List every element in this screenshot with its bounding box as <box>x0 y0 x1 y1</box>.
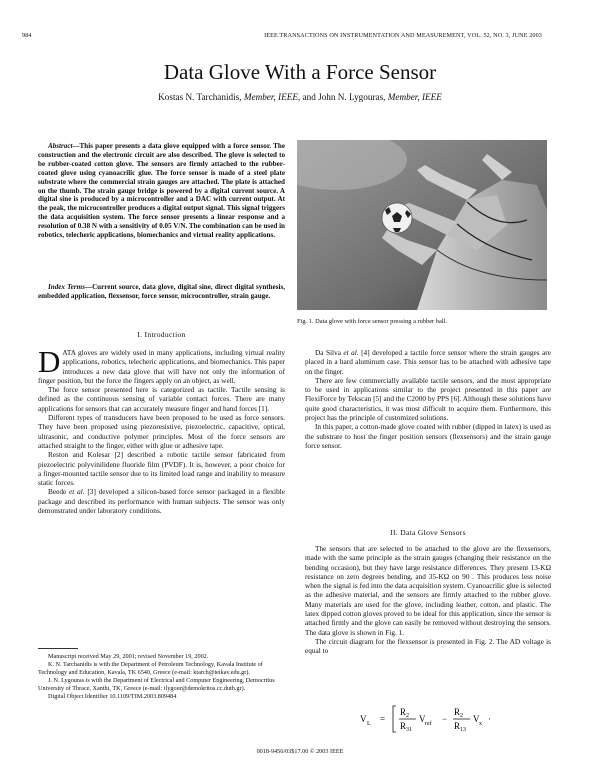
drop-cap: D <box>38 344 61 379</box>
eq-lhs-sub: L <box>367 721 371 727</box>
index-terms-text: Current source, data glove, digital sine, direct digital synthesis, embedded application, flexsensor, force sensor, microcontroller, strain gauge. <box>38 283 285 300</box>
footnote-doi: Digital Object Identifier 10.1109/TIM.2003.809484 <box>48 692 177 700</box>
index-terms <box>38 283 285 301</box>
paper-title: Data Glove With a Force Sensor <box>163 60 437 84</box>
section-2-heading: II. Data Glove Sensors <box>390 528 466 537</box>
eq-v1-sub: ref <box>425 721 432 727</box>
figure-1-caption: Fig. 1. Data glove with force sensor pressing a rubber ball. <box>297 318 447 325</box>
author-1: Kostas N. Tarchanidis, <box>158 92 244 102</box>
eq-n1: R <box>400 707 407 717</box>
r1-text-c: [4] developed a tactile force sensor where the strain gauges are placed in a hard aluminum case. This sensor has to be attached with adhesive tape on the finger. <box>305 348 551 376</box>
sensors-paragraph-2: The circuit diagram for the flexsensor is presented in Fig. 2. The AD voltage is equal to <box>305 636 551 656</box>
eq-v1: V <box>419 714 426 724</box>
eq-d2-sub: 13 <box>460 727 466 733</box>
footnotes <box>38 653 285 700</box>
eq-lhs: V <box>360 714 367 724</box>
abstract-label: Abstract— <box>48 142 80 150</box>
p5-text-a: Beede <box>48 487 70 497</box>
intro-paragraph-2: The force sensor presented here is categorized as tactile. Tactile sensing is defined as the continuous sensing of variable contact forces. There are many applications for sensors that can accurately measure finger and hand forces [1]. <box>38 385 285 413</box>
right-column-section-2 <box>305 544 551 656</box>
eq-equals: = <box>380 714 386 724</box>
eq-minus: − <box>442 714 448 724</box>
author-2-role: Member, IEEE <box>387 92 442 102</box>
p5-etal: et al. <box>69 487 85 497</box>
abstract <box>38 142 285 240</box>
p5-text-c: [3] developed a silicon-based force sensor packaged in a flexible package and described its performance with human subjects. The sensor was only demonstrated under laboratory conditions. <box>38 487 286 516</box>
intro-paragraph-3: Different types of transducers have been proposed to be used as force sensors. They have been proposed using piezoresistive, piezoelectric, capacitive, optical, ultrasonic, and conductive polymer principles. Most of the force sensors are attached straight to the finger, either with glue or adhesive tape. <box>38 413 285 450</box>
eq-n1-sub: 2 <box>406 713 409 719</box>
footnote-author-2: J. N. Lygouras is with the Department of Electrical and Computer Engineering, Democritus University of Thrace, Xanthi, TK, Greece (e-mail: ilygour@demokritos.cc.duth.gr). <box>38 676 275 692</box>
intro-paragraph-1: ATA gloves are widely used in many applications, including virtual reality applications, robotics, telecheric applications, and biomechanics. This paper introduces a new data glove that will have not only the information of finger position, but the force the fingers apply on an object, as well. <box>38 348 285 385</box>
intro-paragraph-5 <box>38 487 285 515</box>
page-number: 984 <box>22 32 32 39</box>
sensors-paragraph-1: The sensors that are selected to be attached to the glove are the flexsensors, made with the same principle as the strain gauges (changing their resistance on the bending occasion), but they have large resistance differences. They present 13-KΩ resistance on zero degrees bending, and 35-KΩ on 90 . This produces less noise when the signal is fed into the data acquisition system. Cyanoacrilic glue is selected as the adhesive material, and the sensors are firmly attached to the rubber glove. Many materials are used for the glove, including leather, cotton, and plastic. The latex dipped cotton gloves proved to be ideal for this application, since the sensor is attached firmly and the glove can easily be removed without destroying the sensors. The data glove is shown in Fig. 1. <box>305 544 551 637</box>
abstract-text: This paper presents a data glove equipped with a force sensor. The construction and the electronic circuit are also described. The glove is selected to be rubber-coated cotton glove. The sensors are firmly attached to the rubber-coated glove using cyanoacrilic glue. The force sensor is made of a steel plate substrate where the commercial strain gauges are attached. The plate is attached on the thumb. The strain gauge bridge is powered by a digital current source. A digital sine is produced by a microcontroller and a DAC with current output. At the peak, the microcontroller produces a digital output signal. This signal triggers the data acquisition system. The force sensor presents a linear response and a resolution of 0.38 N with a sensitivity of 0.05 V/N. The combination can be used in robotics, telecheric applications, biomechanics and virtual reality applications. <box>38 142 285 240</box>
footnote-rule <box>38 648 78 649</box>
eq-d1-sub: 31 <box>406 727 412 733</box>
footnote-author-1: K. N. Tarchanidis is with the Department of Petroleum Technology, Kavala Institute of Technology and Education, Kavala, TK 6540, Greece (e-mail: ktarch@teikav.edu.gr). <box>38 660 263 676</box>
index-terms-label: Index Terms— <box>48 283 93 291</box>
eq-v2: V <box>473 714 480 724</box>
figure-1-photo <box>297 140 547 310</box>
eq-tail: · <box>488 714 491 724</box>
right-column-intro <box>305 348 551 450</box>
intro-paragraph-8: In this paper, a cotton-made glove coated with rubber (dipped in latex) is used as the substrate to host the finger position sensors (flexsensors) and the strain gauge force sensor. <box>305 422 551 450</box>
copyright-footer: 0018-9456/03$17.00 © 2003 IEEE <box>256 748 344 755</box>
left-column-body <box>38 344 286 516</box>
author-line <box>0 92 600 102</box>
eq-v2-sub: x <box>479 721 482 727</box>
eq-n2: R <box>454 707 461 717</box>
footnote-received: Manuscript received May 29, 2001; revised November 19, 2002. <box>48 653 209 660</box>
eq-n2-sub: 2 <box>460 713 463 719</box>
intro-paragraph-4: Reston and Kolesar [2] described a robotic tactile sensor fabricated from piezoelectric polyvinilidene fluoride film (PVDF). It is, however, a poor choice for a finger-mounted tactile sensor due to its limited load range and inability to measure static forces. <box>38 450 285 488</box>
section-1-heading: I. Introduction <box>137 330 186 339</box>
intro-paragraph-7: There are few commercially available tactile sensors, and the most appropriate to be used in applications similar to the project presented in this paper are FlexiForce by Tekscan [5] and the C2000 by PPS [6]. Although these solutions have quite good characteristics, it was most difficult to acquire them. Furthermore, this project has the principle of customized solutions. <box>305 375 551 423</box>
equation-1 <box>360 700 540 736</box>
r1-text-a: Da Silva <box>315 348 344 357</box>
journal-header: IEEE TRANSACTIONS ON INSTRUMENTATION AND MEASUREMENT, VOL. 52, NO. 3, JUNE 2003 <box>264 32 542 39</box>
author-1-role: Member, IEEE, <box>243 92 301 102</box>
author-and: and John N. Lygouras, <box>300 92 388 102</box>
eq-d1: R <box>400 721 407 731</box>
r1-etal: et al. <box>343 348 359 357</box>
eq-d2: R <box>454 721 461 731</box>
